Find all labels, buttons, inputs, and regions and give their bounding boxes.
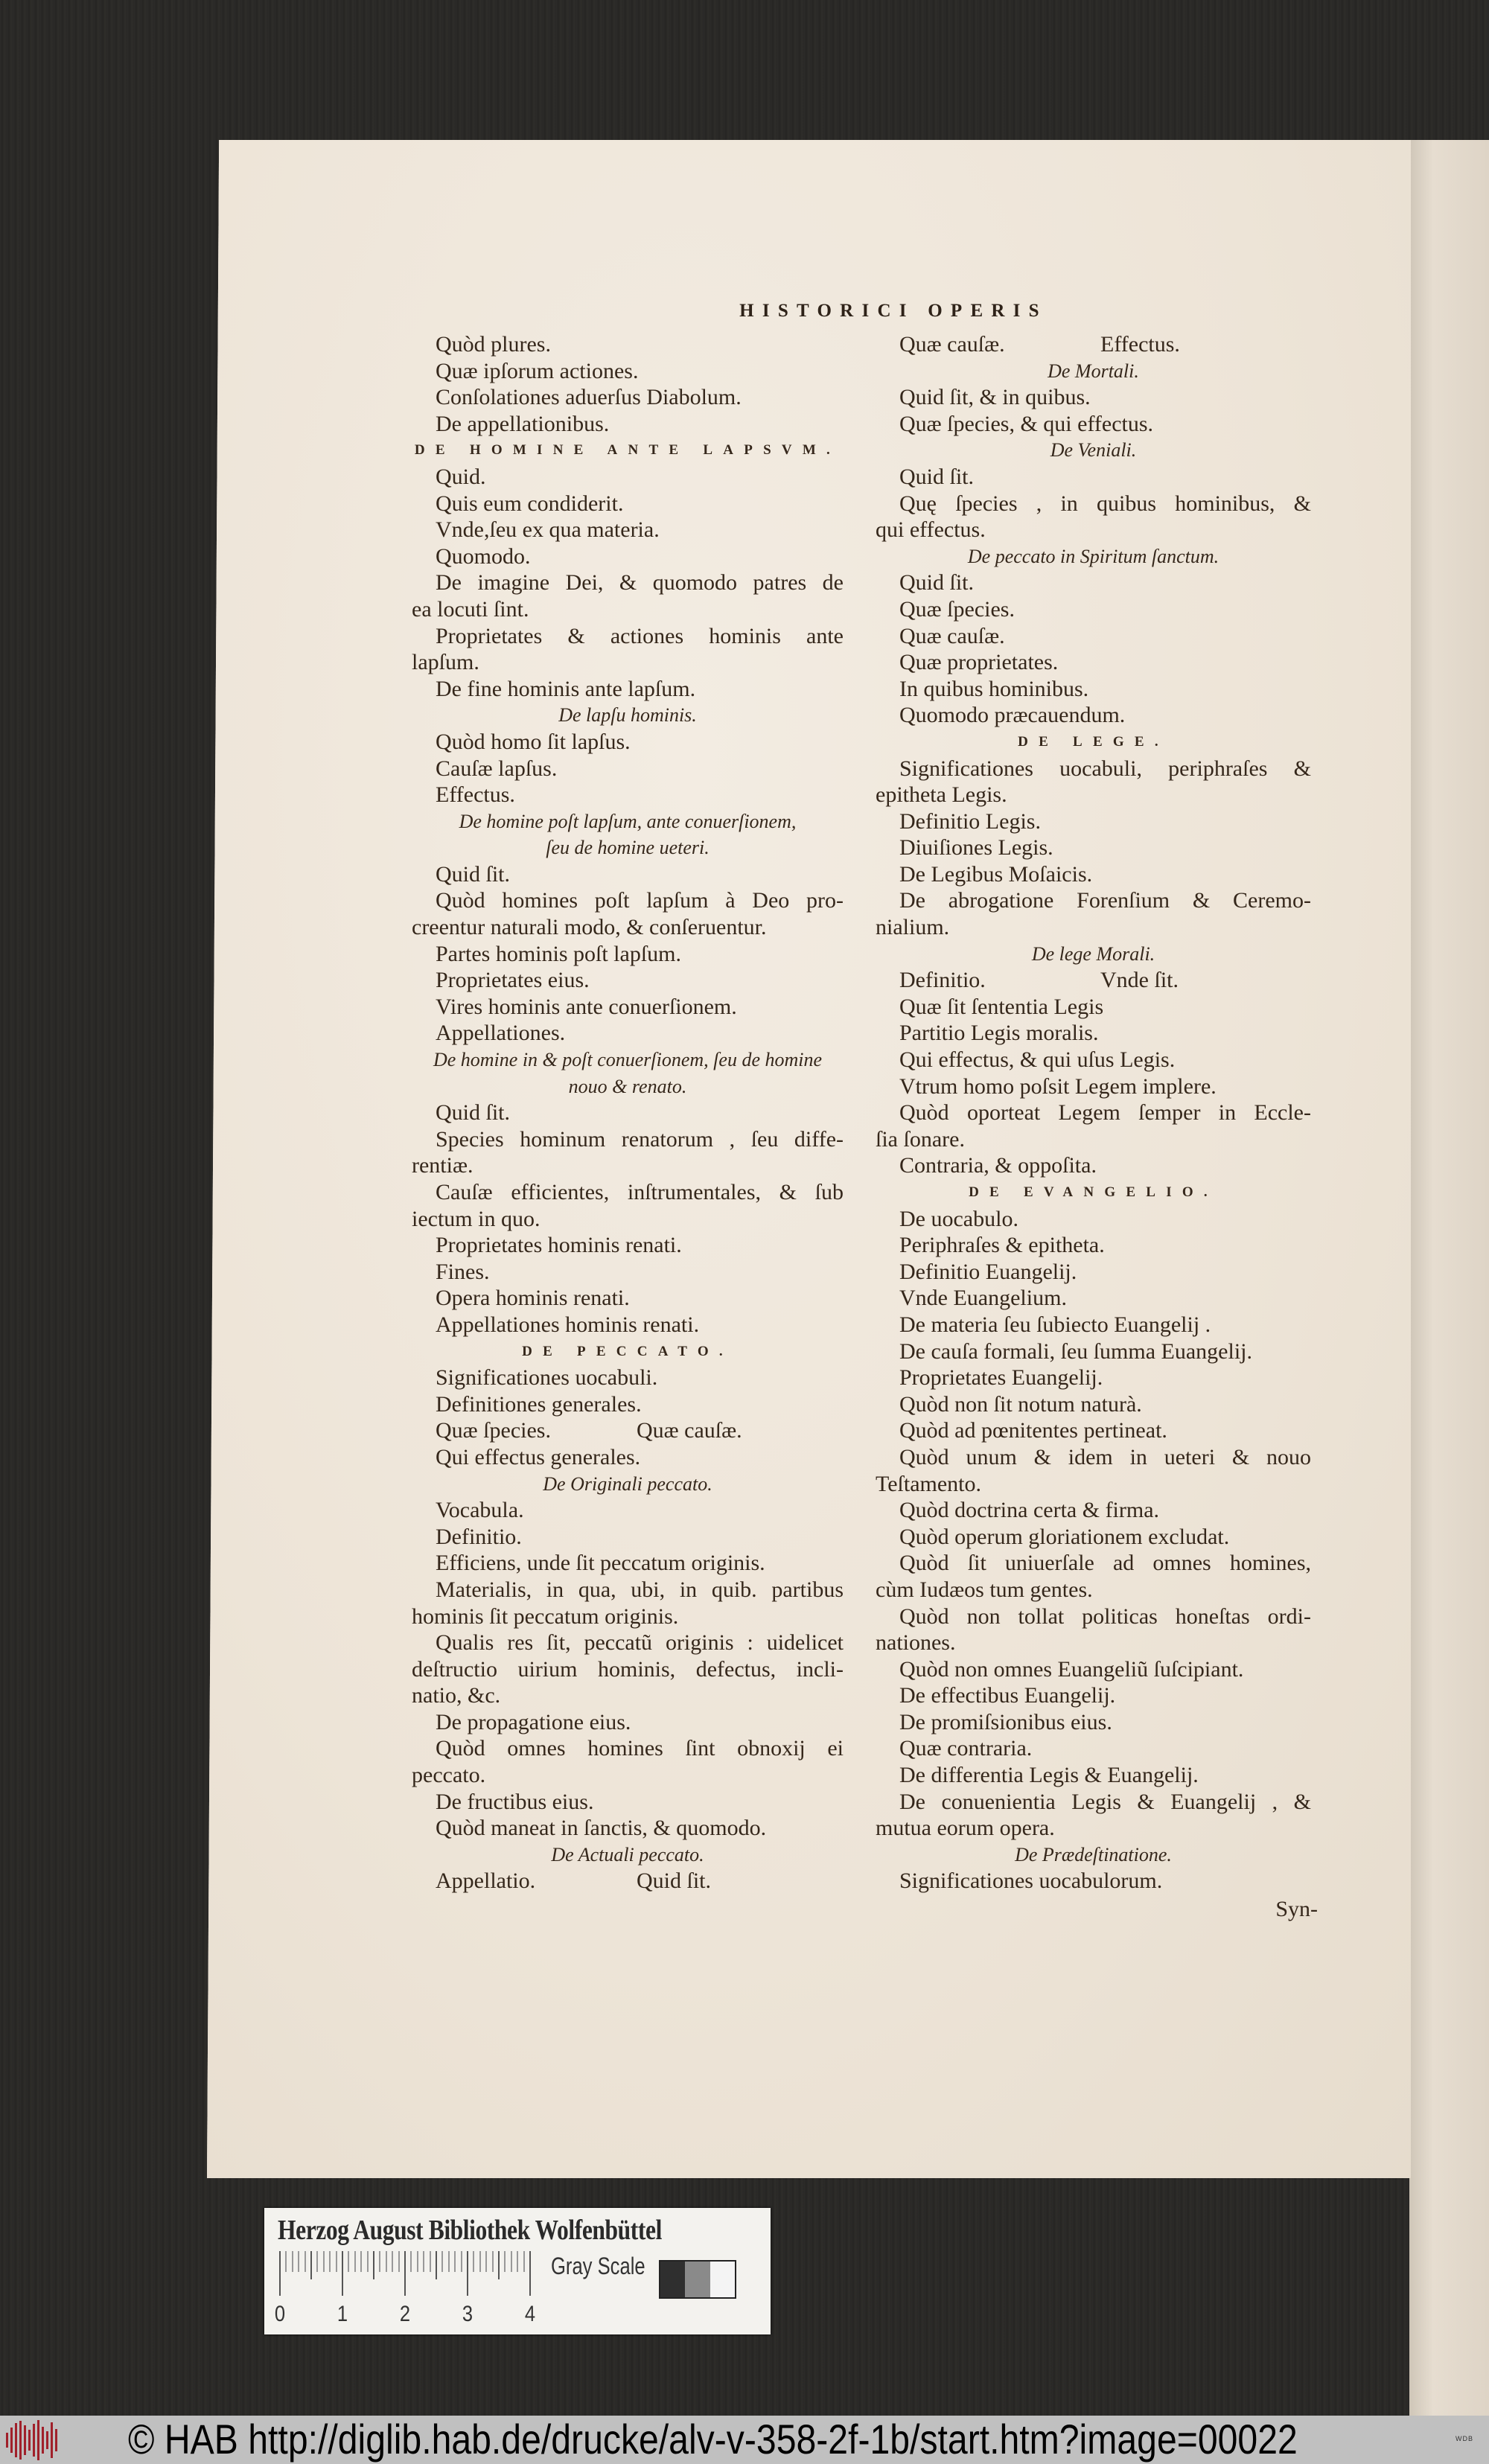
index-entry: Quòd operum gloriationem excludat. [899,1524,1230,1549]
ruler-tick [529,2251,531,2296]
ruler-tick [310,2251,312,2279]
ruler-tick [454,2251,456,2272]
ruler-tick [336,2251,337,2272]
ruler-tick [523,2251,525,2272]
logo-bar [46,2431,48,2449]
logo-bar [33,2424,35,2457]
index-entry: De propagatione eius. [436,1709,631,1734]
index-entry: ea locuti ſint. [412,596,529,622]
catchword: Syn- [1275,1897,1318,1921]
ruler-tick [329,2251,331,2272]
logo-bar [55,2429,57,2451]
index-entry: Qualis res ſit, peccatũ originis : uidelicet [436,1630,844,1656]
index-entry: Diuiſiones Legis. [899,835,1053,861]
index-entry: Quis eum condiderit. [436,491,624,516]
ruler-tick [517,2251,518,2272]
index-entry: De effectibus Euangelij. [899,1683,1116,1708]
ruler-tick [485,2251,487,2272]
index-entry: qui effectus. [876,517,986,543]
index-entry: Quòd non tollat politicas honeſtas ordi- [899,1603,1311,1629]
index-entry: Quòd non omnes Euangeliũ ſuſcipiant. [899,1656,1244,1682]
index-entry: Qui effectus, & qui uſus Legis. [899,1047,1176,1073]
index-entry [876,967,1311,994]
index-entry: ſia ſonare. [876,1126,965,1152]
ruler-number: 0 [274,2302,286,2326]
index-entry: nialium. [876,915,950,940]
ruler-tick [279,2251,281,2296]
index-entry: rentiæ. [412,1153,474,1178]
index-entry: Proprietates hominis renati. [436,1233,682,1258]
index-entry: Definitio. [436,1524,522,1549]
logo-bar [37,2420,39,2460]
ruler-tick [348,2251,349,2272]
index-entry: Quid ſit. [899,464,975,489]
index-entry: Vnde ſit. [1100,968,1179,993]
scale-card [264,2208,771,2334]
index-entry: Partitio Legis moralis. [899,1021,1099,1046]
index-entry: In quibus hominibus. [899,676,1089,701]
index-entry: Quòd homo ſit lapſus. [436,729,631,754]
index-entry: De appellationibus. [436,411,610,436]
index-entry: Appellatio. [436,1868,536,1894]
logo-bar [51,2422,53,2458]
index-entry: Partes hominis poſt lapſum. [436,941,681,966]
index-entry: Materialis, in qua, ubi, in quib. partibus [436,1577,844,1602]
index-entry: Vtrum homo poſsit Legem implere. [899,1073,1217,1099]
gray-swatch [710,2262,735,2297]
subsection-heading: De Actuali peccato. [551,1843,704,1865]
logo-bar [28,2430,31,2451]
index-entry: peccato. [412,1763,486,1788]
index-entry: Proprietates eius. [436,968,590,993]
ruler-tick [367,2251,369,2272]
left-column [412,331,844,1895]
index-entry: Quæ contraria. [899,1736,1033,1761]
index-entry: De imagine Dei, & quomodo patres de [436,570,844,596]
index-entry: Quòd unum & idem in ueteri & nouo [899,1444,1311,1469]
index-entry: Quomodo. [436,543,531,569]
index-entry: Cauſæ efficientes, inſtrumentales, & ſub [436,1180,844,1204]
index-entry: De uocabulo. [899,1206,1018,1231]
logo-bar [42,2427,44,2454]
ruler-tick [410,2251,412,2272]
index-entry [412,1417,844,1444]
index-entry: Quæ ſpecies. [436,1418,551,1443]
index-entry: deſtructio uirium hominis, defectus, incli- [412,1656,844,1682]
section-heading: DE LEGE. [1018,733,1169,750]
ruler-tick [467,2251,468,2296]
index-entry: Vnde Euangelium. [899,1286,1067,1311]
ruler-tick [423,2251,424,2272]
index-entry: epitheta Legis. [876,782,1007,808]
ruler-tick [504,2251,506,2272]
index-entry: hominis ſit peccatum originis. [412,1603,679,1629]
running-head: HISTORICI OPERIS [739,301,1048,321]
subsection-heading: nouo & renato. [568,1075,687,1097]
index-entry: Conſolationes aduerſus Diabolum. [436,385,742,410]
ruler-tick [430,2251,431,2272]
index-entry: Quid ſit. [637,1868,712,1894]
hab-logo-icon [6,2420,58,2460]
wdb-badge: WDB [1455,2435,1473,2442]
index-entry: Quę ſpecies , in quibus hominibus, & [899,491,1311,516]
ruler [274,2251,536,2326]
ruler-tick [461,2251,462,2272]
index-entry: Quæ ipſorum actiones. [436,358,639,383]
index-entry: De materia ſeu ſubiecto Euangelij . [899,1312,1211,1337]
index-entry: Quòd omnes homines ſint obnoxij ei [436,1736,844,1761]
index-entry: Vnde,ſeu ex qua materia. [436,517,660,543]
index-entry: Teſtamento. [876,1471,982,1496]
ruler-tick [285,2251,287,2272]
ruler-tick [360,2251,362,2272]
index-entry: Definitio Euangelij. [899,1259,1077,1284]
index-entry: Quid ſit. [899,570,975,596]
ruler-tick [305,2251,306,2272]
ruler-number: 2 [399,2302,411,2326]
index-entry: Quid ſit. [436,1100,511,1126]
index-entry: nationes. [876,1630,956,1656]
ruler-tick [379,2251,380,2272]
subsection-heading: De Prædeſtinatione. [1015,1843,1172,1865]
index-entry: Qui effectus generales. [436,1444,641,1469]
ruler-tick [511,2251,512,2272]
subsection-heading: De homine in & poſt conuerſionem, ſeu de homine [433,1049,823,1071]
index-entry: Significationes uocabulorum. [899,1868,1163,1894]
logo-bar [19,2421,22,2460]
subsection-heading: De Mortali. [1048,360,1139,382]
subsection-heading: De lege Morali. [1031,942,1155,965]
index-entry: Significationes uocabuli, periphraſes & [899,756,1311,781]
ruler-tick [417,2251,418,2272]
index-entry: De cauſa formali, ſeu ſumma Euangelij. [899,1338,1252,1364]
index-entry: Quomodo præcauendum. [899,703,1126,728]
index-entry: Periphraſes & epitheta. [899,1233,1105,1258]
ruler-number: 3 [462,2302,474,2326]
section-heading: DE HOMINE ANTE LAPSVM. [414,442,841,459]
index-entry: Quòd non ſit notum naturà. [899,1391,1142,1417]
section-heading: DE EVANGELIO. [969,1184,1218,1200]
logo-bar [10,2428,13,2453]
index-entry: Quid ſit, & in quibus. [899,385,1091,410]
ruler-tick [498,2251,500,2279]
ruler-tick [373,2251,374,2279]
index-entry: Efficiens, unde ſit peccatum originis. [436,1551,765,1576]
index-entry: Cauſæ lapſus. [436,756,558,781]
subsection-heading: De homine poſt lapſum, ante conuerſionem, [459,810,797,832]
index-entry: natio, &c. [412,1683,501,1708]
index-entry: Quòd ſit uniuerſale ad omnes homines, [899,1551,1311,1576]
index-entry: Contraria, & oppoſita. [899,1153,1097,1178]
index-entry: Proprietates & actiones hominis ante [436,623,844,648]
ruler-tick [316,2251,318,2272]
index-entry: mutua eorum opera. [876,1816,1055,1841]
ruler-tick [398,2251,400,2272]
ruler-number: 1 [337,2302,348,2326]
index-entry: De abrogatione Forenſium & Ceremo- [899,888,1311,913]
index-entry: Appellationes hominis renati. [436,1312,700,1337]
ruler-tick [386,2251,387,2272]
index-entry: De promiſsionibus eius. [899,1709,1112,1734]
ruler-tick [441,2251,443,2272]
right-column [876,331,1311,1895]
index-entry: Quid. [436,464,486,489]
index-entry: Quæ cauſæ. [899,623,1005,648]
index-entry: Significationes uocabuli. [436,1365,658,1391]
ruler-tick [473,2251,474,2272]
index-entry: De fructibus eius. [436,1789,594,1814]
ruler-tick [292,2251,293,2272]
index-entry: lapſum. [412,650,479,675]
ruler-tick [354,2251,356,2272]
logo-bar [24,2425,26,2455]
index-entry: Effectus. [1100,332,1180,357]
index-entry: Definitio. [899,968,986,993]
index-entry: De fine hominis ante lapſum. [436,676,696,701]
ruler-tick [323,2251,325,2272]
subsection-heading: ſeu de homine ueteri. [546,837,710,859]
footer-bar [0,2416,1489,2464]
index-entry: Quòd doctrina certa & firma. [899,1498,1160,1523]
index-entry: iectum in quo. [412,1206,541,1231]
ruler-number: 4 [524,2302,536,2326]
index-entry: Proprietates Euangelij. [899,1365,1103,1391]
ruler-tick [436,2251,437,2279]
ruler-tick [392,2251,393,2272]
index-entry: Quid ſit. [436,861,511,887]
index-entry: De Legibus Moſaicis. [899,861,1093,887]
index-entry: Quæ cauſæ. [637,1418,742,1443]
subsection-heading: De peccato in Spiritum ſanctum. [967,545,1219,567]
index-entry: Quæ ſpecies, & qui effectus. [899,411,1154,436]
logo-bar [15,2423,17,2457]
index-entry: Definitiones generales. [436,1391,642,1417]
index-entry: Quòd ad pœnitentes pertineat. [899,1418,1167,1443]
library-name: Herzog August Bibliothek Wolfenbüttel [278,2215,662,2246]
index-entry: cùm Iudæos tum gentes. [876,1577,1093,1602]
index-entry: Effectus. [436,782,515,808]
gray-swatch [685,2262,710,2297]
subsection-heading: De Originali peccato. [543,1472,712,1495]
gray-swatch [660,2262,685,2297]
index-entry: Definitio Legis. [899,808,1041,834]
next-page-edge [1409,140,1489,2416]
index-entry: Quòd homines poſt lapſum à Deo pro- [436,888,844,913]
subsection-heading: De lapſu hominis. [558,704,697,727]
index-entry: Opera hominis renati. [436,1286,630,1311]
index-entry: Vires hominis ante conuerſionem. [436,994,737,1019]
ruler-tick [298,2251,299,2272]
index-entry: De conuenientia Legis & Euangelij , & [899,1789,1311,1814]
gray-scale-swatches [659,2260,736,2299]
index-entry: Quòd maneat in ſanctis, & quomodo. [436,1816,767,1841]
index-entry: Quæ cauſæ. [899,332,1005,357]
index-entry [412,1868,844,1895]
ruler-tick [492,2251,494,2272]
index-entry: Species hominum renatorum , ſeu diffe- [436,1126,844,1152]
section-heading: DE PECCATO. [522,1343,733,1359]
index-entry: Quòd plures. [436,332,551,357]
index-entry: Appellationes. [436,1021,566,1046]
index-entry: Quòd oporteat Legem ſemper in Eccle- [899,1100,1311,1126]
ruler-tick [342,2251,343,2296]
ruler-tick [404,2251,406,2296]
ruler-tick [479,2251,481,2272]
index-entry: creentur naturali modo, & conſeruentur. [412,915,767,940]
logo-bar [6,2433,8,2448]
ruler-tick [448,2251,450,2272]
index-entry: Fines. [436,1259,490,1284]
index-entry: Quæ proprietates. [899,650,1059,675]
subsection-heading: De Veniali. [1050,439,1137,462]
index-entry: Quæ ſpecies. [899,596,1015,622]
index-entry: Quæ ſit ſententia Legis [899,994,1104,1019]
gray-scale-label: Gray Scale [551,2253,645,2279]
index-entry [876,331,1311,358]
copyright-url[interactable]: © HAB http://diglib.hab.de/drucke/alv-v-358-2f-1b/start.htm?image=00022 [128,2416,1298,2463]
index-entry: Vocabula. [436,1498,524,1523]
index-entry: De differentia Legis & Euangelij. [899,1763,1199,1788]
